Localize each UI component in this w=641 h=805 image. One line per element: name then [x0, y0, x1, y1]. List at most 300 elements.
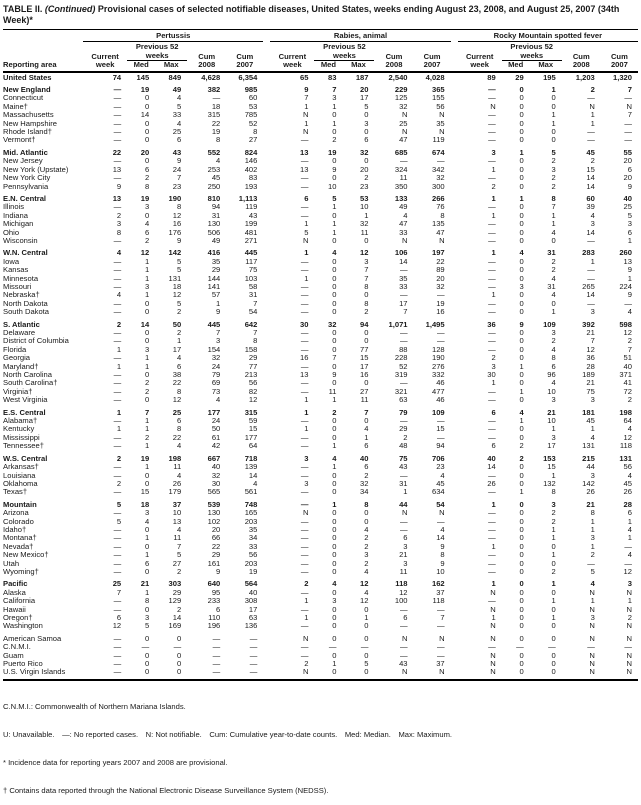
data-cell: 51 — [623, 354, 632, 363]
data-cell: 144 — [207, 274, 221, 283]
data-cell: 0 — [364, 291, 369, 300]
data-cell: N — [626, 651, 632, 660]
data-cell: — — [300, 157, 309, 166]
data-cell: — — [399, 605, 408, 614]
data-cell: — — [300, 417, 309, 426]
data-cell: — — [587, 559, 595, 568]
data-cell: 2 — [551, 257, 556, 266]
data-cell: — — [399, 643, 408, 652]
data-cell: 7 — [364, 274, 369, 283]
data-cell: 20 — [211, 525, 221, 534]
data-cell: N — [414, 668, 451, 679]
data-cell: — — [113, 542, 122, 551]
data-cell: 196 — [207, 622, 221, 631]
column-spacer — [263, 212, 270, 220]
data-cell: 135 — [431, 220, 445, 229]
column-spacer — [451, 317, 458, 329]
column-spacer — [451, 417, 458, 425]
reporting-area-cell: Maine† — [3, 102, 28, 111]
data-cell: 13 — [299, 147, 309, 157]
data-cell: — — [488, 119, 496, 128]
data-cell: 0 — [551, 102, 556, 111]
data-cell: 1 — [304, 407, 309, 417]
data-cell: 0 — [551, 633, 556, 643]
data-cell: 35 — [436, 119, 445, 128]
data-cell: 0 — [364, 329, 369, 337]
column-spacer — [451, 103, 458, 111]
data-cell: 32 — [211, 354, 221, 363]
column-spacer — [263, 82, 270, 94]
data-cell: — — [300, 299, 309, 308]
data-cell: 3 — [144, 509, 150, 518]
data-cell: 785 — [244, 111, 258, 120]
data-cell: 564 — [244, 579, 258, 589]
data-cell: 0 — [519, 559, 524, 568]
data-cell: 0 — [519, 614, 524, 622]
reporting-area-cell: Alaska — [3, 588, 26, 597]
reporting-area-cell: Oregon† — [3, 614, 33, 622]
column-spacer — [451, 526, 458, 534]
data-cell: 43 — [172, 147, 182, 157]
data-cell: — — [300, 329, 309, 337]
data-cell: — — [300, 174, 309, 183]
column-spacer — [263, 463, 270, 471]
data-cell: — — [587, 643, 595, 652]
data-cell: 37 — [436, 660, 445, 669]
data-cell: — — [212, 660, 221, 669]
col-header-previous-52-weeks: Previous 52 weeks — [502, 42, 562, 61]
data-cell: 0 — [519, 329, 524, 337]
data-cell: 1 — [144, 291, 150, 300]
reporting-area-cell: Montana† — [3, 534, 37, 543]
data-cell: 1 — [590, 542, 595, 551]
reporting-area-cell: New York City — [3, 174, 51, 183]
data-cell: 106 — [394, 248, 408, 258]
data-cell: 19 — [328, 147, 337, 157]
data-cell: 75 — [248, 266, 258, 275]
column-spacer — [451, 379, 458, 387]
data-cell: 131 — [619, 453, 632, 463]
table-row — [3, 72, 638, 82]
data-cell: 2 — [176, 329, 182, 337]
data-cell: 4 — [440, 471, 445, 480]
data-cell: 250 — [207, 182, 221, 191]
data-cell: 985 — [244, 85, 258, 95]
data-cell: 34 — [360, 488, 369, 497]
column-spacer — [263, 363, 270, 371]
data-cell: 7 — [144, 407, 150, 417]
column-spacer — [451, 94, 458, 102]
data-cell: 2 — [551, 157, 556, 166]
data-cell: 136 — [244, 622, 258, 631]
data-cell: 321 — [394, 387, 408, 396]
data-cell: 145 — [127, 72, 155, 82]
data-cell: 20 — [360, 85, 369, 95]
data-cell: 7 — [304, 94, 309, 103]
table-row — [3, 396, 638, 404]
data-cell: 26 — [172, 479, 182, 488]
table-row — [3, 329, 638, 337]
data-cell: 3 — [590, 471, 595, 480]
data-cell: 3 — [491, 147, 496, 157]
data-cell: 30 — [299, 319, 309, 329]
data-cell: 56 — [248, 551, 258, 560]
data-cell: 27 — [248, 136, 258, 145]
table-title-text: Provisional cases of selected notifiable diseases, United States, weeks ending August 23, 2008, and August 25, 2007 (34th Week)* — [3, 4, 620, 25]
data-cell: — — [113, 203, 122, 212]
data-cell: 1 — [332, 660, 337, 669]
column-spacer — [451, 551, 458, 559]
data-cell: 4 — [216, 396, 221, 405]
reporting-area-cell: North Carolina — [3, 371, 52, 380]
data-cell: 2 — [364, 534, 369, 543]
data-cell: N — [626, 622, 632, 631]
data-cell: N — [402, 128, 408, 137]
column-spacer — [263, 337, 270, 345]
data-cell: 40 — [248, 588, 258, 597]
data-cell: 32 — [399, 102, 408, 111]
data-cell: 31 — [211, 211, 221, 220]
table-row — [3, 128, 638, 136]
data-cell: 130 — [207, 220, 221, 229]
data-cell: 0 — [144, 605, 150, 614]
data-cell: — — [624, 643, 632, 652]
reporting-area-cell: New York (Upstate) — [3, 165, 69, 174]
data-cell: 2 — [364, 559, 369, 568]
data-cell: N — [589, 605, 595, 614]
data-cell: 29 — [211, 266, 221, 275]
table-row — [3, 551, 638, 559]
data-cell: 15 — [248, 425, 258, 434]
column-spacer — [263, 396, 270, 404]
data-cell: 0 — [519, 220, 524, 229]
data-cell: 1,320 — [601, 72, 638, 82]
data-cell: 0 — [332, 479, 337, 488]
column-spacer — [451, 434, 458, 442]
subheader-row — [3, 42, 638, 61]
data-cell: 2 — [304, 660, 309, 669]
reporting-area-cell: Wisconsin — [3, 236, 38, 245]
data-cell: 59 — [248, 417, 258, 426]
column-spacer — [451, 568, 458, 576]
column-spacer — [263, 291, 270, 299]
data-cell: — — [300, 362, 309, 371]
reporting-area-cell: United States — [3, 72, 83, 82]
column-spacer — [263, 526, 270, 534]
column-spacer — [451, 518, 458, 526]
data-cell: 4 — [332, 453, 337, 463]
table-row — [3, 643, 638, 651]
data-cell: 69 — [211, 379, 221, 388]
col-header-cum-2007: Cum 2007 — [236, 51, 254, 70]
data-cell: — — [488, 387, 496, 396]
data-cell: — — [399, 517, 408, 526]
data-cell: 3 — [116, 220, 122, 229]
data-cell: 4 — [176, 94, 182, 103]
data-cell: 0 — [364, 633, 369, 643]
data-cell: 2 — [364, 308, 369, 317]
column-spacer — [451, 72, 458, 82]
data-cell: — — [113, 525, 122, 534]
table-row — [3, 346, 638, 354]
data-cell: 110 — [208, 614, 221, 622]
data-cell: 0 — [519, 119, 524, 128]
data-cell: 2 — [590, 157, 595, 166]
data-cell: 1 — [627, 597, 632, 606]
data-cell: 8 — [440, 551, 445, 560]
data-cell: 32 — [436, 282, 445, 291]
data-cell: 9 — [332, 165, 337, 174]
data-cell: — — [488, 136, 496, 145]
data-cell: 4,628 — [187, 72, 226, 82]
data-cell: — — [488, 425, 496, 434]
footnote-cnmi: C.N.M.I.: Commonwealth of Northern Mariana Islands. — [3, 701, 186, 711]
table-row — [3, 472, 638, 480]
data-cell: — — [437, 433, 445, 442]
data-cell: 30 — [487, 371, 496, 380]
table-row — [3, 560, 638, 568]
data-cell: — — [488, 643, 496, 652]
reporting-area-cell: Indiana — [3, 211, 28, 220]
data-cell: — — [113, 605, 122, 614]
data-cell: 45 — [623, 479, 632, 488]
data-cell: 0 — [519, 425, 524, 434]
data-cell: 8 — [364, 282, 369, 291]
data-cell: 7 — [253, 299, 258, 308]
data-cell: 266 — [431, 193, 445, 203]
data-cell: 22 — [172, 433, 182, 442]
data-cell: 18 — [172, 282, 182, 291]
data-cell: 0 — [364, 128, 369, 137]
data-cell: 1 — [551, 597, 556, 606]
data-cell: 7 — [440, 614, 445, 622]
data-cell: 0 — [551, 94, 556, 103]
data-cell: 38 — [172, 371, 182, 380]
reporting-area-cell: Wyoming† — [3, 567, 39, 576]
data-cell: 7 — [116, 588, 122, 597]
data-cell: — — [399, 266, 408, 275]
data-cell: 9 — [627, 291, 632, 300]
data-cell: 0 — [551, 236, 556, 245]
data-cell: 79 — [399, 407, 408, 417]
data-cell: 685 — [394, 147, 408, 157]
column-spacer — [451, 442, 458, 450]
table-row — [3, 166, 638, 174]
data-cell: 4 — [519, 248, 524, 258]
data-cell: 0 — [519, 660, 524, 669]
data-cell: 315 — [244, 407, 258, 417]
data-cell: 0 — [332, 236, 337, 245]
reporting-area-cell: Massachusetts — [3, 111, 54, 120]
data-cell: 315 — [207, 111, 221, 120]
table-row — [3, 488, 638, 496]
data-cell: 198 — [168, 453, 182, 463]
data-cell: 9 — [440, 542, 445, 551]
column-spacer — [263, 606, 270, 614]
data-cell: 1 — [590, 517, 595, 526]
data-cell: 392 — [582, 319, 595, 329]
data-cell: 706 — [431, 453, 445, 463]
data-cell: 0 — [519, 354, 524, 363]
data-cell: 41 — [623, 379, 632, 388]
data-cell: 30 — [211, 479, 221, 488]
data-cell: 119 — [245, 203, 258, 212]
data-cell: 21 — [586, 379, 595, 388]
data-cell: N — [490, 633, 496, 643]
data-cell: 14 — [586, 291, 595, 300]
data-cell: 2 — [304, 579, 309, 589]
data-cell: 197 — [431, 248, 445, 258]
data-cell: 8 — [253, 128, 258, 137]
data-cell: 8 — [216, 136, 221, 145]
data-cell: — — [437, 622, 445, 631]
data-cell: — — [300, 559, 309, 568]
data-cell: — — [113, 111, 122, 120]
data-cell: 32 — [328, 319, 337, 329]
data-cell: 2 — [519, 453, 524, 463]
column-spacer — [263, 643, 270, 651]
data-cell: 3 — [216, 337, 221, 346]
data-cell: 36 — [586, 354, 595, 363]
reporting-area-cell: W.N. Central — [3, 248, 48, 258]
data-cell: 0 — [314, 668, 342, 679]
data-cell: N — [626, 633, 632, 643]
data-cell: 19 — [248, 567, 258, 576]
column-spacer — [451, 220, 458, 228]
data-cell: 4 — [590, 579, 595, 589]
data-cell: 0 — [332, 567, 337, 576]
data-cell: 12 — [112, 622, 122, 631]
data-cell: 1 — [332, 220, 337, 229]
reporting-area-cell: Hawaii — [3, 605, 26, 614]
data-cell: 14 — [140, 319, 150, 329]
data-cell: 6 — [403, 614, 408, 622]
data-cell: 199 — [244, 220, 258, 229]
data-cell: 2 — [176, 308, 182, 317]
data-cell: 0 — [519, 345, 524, 354]
data-cell: 12 — [248, 396, 258, 405]
data-cell: 9 — [116, 182, 122, 191]
data-cell: 17 — [360, 94, 369, 103]
column-spacer — [263, 120, 270, 128]
column-spacer — [263, 237, 270, 245]
data-cell: 11 — [360, 396, 369, 405]
data-cell: 0 — [144, 471, 150, 480]
data-cell: 0 — [144, 128, 150, 137]
data-cell: 8 — [116, 228, 122, 237]
data-cell: 0 — [332, 282, 337, 291]
col-header-cum-2008: Cum 2008 — [572, 51, 590, 70]
data-cell: 130 — [207, 509, 221, 518]
data-cell: 1 — [304, 119, 309, 128]
data-cell: — — [399, 417, 408, 426]
data-cell: 49 — [172, 85, 182, 95]
data-cell: 2 — [116, 211, 122, 220]
column-spacer — [263, 145, 270, 157]
data-cell: 24 — [172, 165, 182, 174]
data-cell: 1 — [144, 534, 150, 543]
data-cell: 1 — [551, 308, 556, 317]
data-cell: 0 — [364, 605, 369, 614]
data-cell: — — [437, 337, 445, 346]
data-cell: 61 — [211, 433, 221, 442]
data-cell: — — [113, 354, 122, 363]
data-cell: 2 — [551, 567, 556, 576]
data-cell: 117 — [245, 257, 258, 266]
data-cell: 118 — [395, 579, 408, 589]
column-spacer — [451, 145, 458, 157]
data-cell: 50 — [211, 425, 221, 434]
data-cell: 8 — [144, 597, 150, 606]
data-cell: 0 — [519, 337, 524, 346]
data-cell: — — [113, 433, 122, 442]
column-spacer — [451, 166, 458, 174]
data-cell: 0 — [519, 463, 524, 472]
column-spacer — [263, 668, 270, 679]
data-cell: — — [300, 379, 309, 388]
data-cell: 4 — [551, 228, 556, 237]
data-cell: 8 — [364, 499, 369, 509]
data-cell: 56 — [248, 379, 258, 388]
data-cell: — — [300, 517, 309, 526]
data-cell: 22 — [211, 119, 221, 128]
column-spacer — [263, 30, 270, 72]
table-row — [3, 371, 638, 379]
data-cell: — — [399, 525, 408, 534]
column-spacer — [451, 266, 458, 274]
data-cell: 0 — [332, 308, 337, 317]
data-cell: 17 — [248, 605, 258, 614]
data-cell: 365 — [431, 85, 445, 95]
data-cell: 4 — [551, 379, 556, 388]
data-cell: — — [399, 157, 408, 166]
data-cell: 0 — [332, 345, 337, 354]
data-cell: 3 — [332, 597, 337, 606]
data-cell: 14 — [248, 471, 258, 480]
data-cell: — — [300, 567, 309, 576]
data-cell: 1 — [551, 534, 556, 543]
data-cell: 13 — [299, 165, 309, 174]
table-row — [3, 668, 638, 679]
column-spacer — [451, 622, 458, 630]
data-cell: 0 — [332, 299, 337, 308]
data-cell: 190 — [168, 193, 182, 203]
data-cell: — — [113, 643, 122, 652]
data-cell: 8 — [551, 488, 556, 497]
table-row — [3, 543, 638, 551]
table-row — [3, 300, 638, 308]
data-cell: — — [300, 442, 309, 451]
data-cell: 19 — [140, 453, 150, 463]
column-spacer — [451, 245, 458, 257]
data-cell: — — [300, 182, 309, 191]
data-cell: 0 — [144, 308, 150, 317]
data-cell: 10 — [547, 417, 556, 426]
data-cell: — — [113, 157, 122, 166]
data-cell: 1 — [627, 236, 632, 245]
data-cell: 9 — [216, 567, 221, 576]
data-cell: 0 — [144, 329, 150, 337]
col-header-cum-2008: Cum 2008 — [385, 51, 403, 70]
data-cell: 132 — [543, 479, 556, 488]
data-cell: 0 — [332, 509, 337, 518]
table-row — [3, 220, 638, 228]
data-cell: 3 — [304, 479, 309, 488]
column-spacer — [263, 543, 270, 551]
data-cell: 1,071 — [388, 319, 408, 329]
data-cell: 29 — [211, 551, 221, 560]
data-cell: 4,028 — [414, 72, 451, 82]
